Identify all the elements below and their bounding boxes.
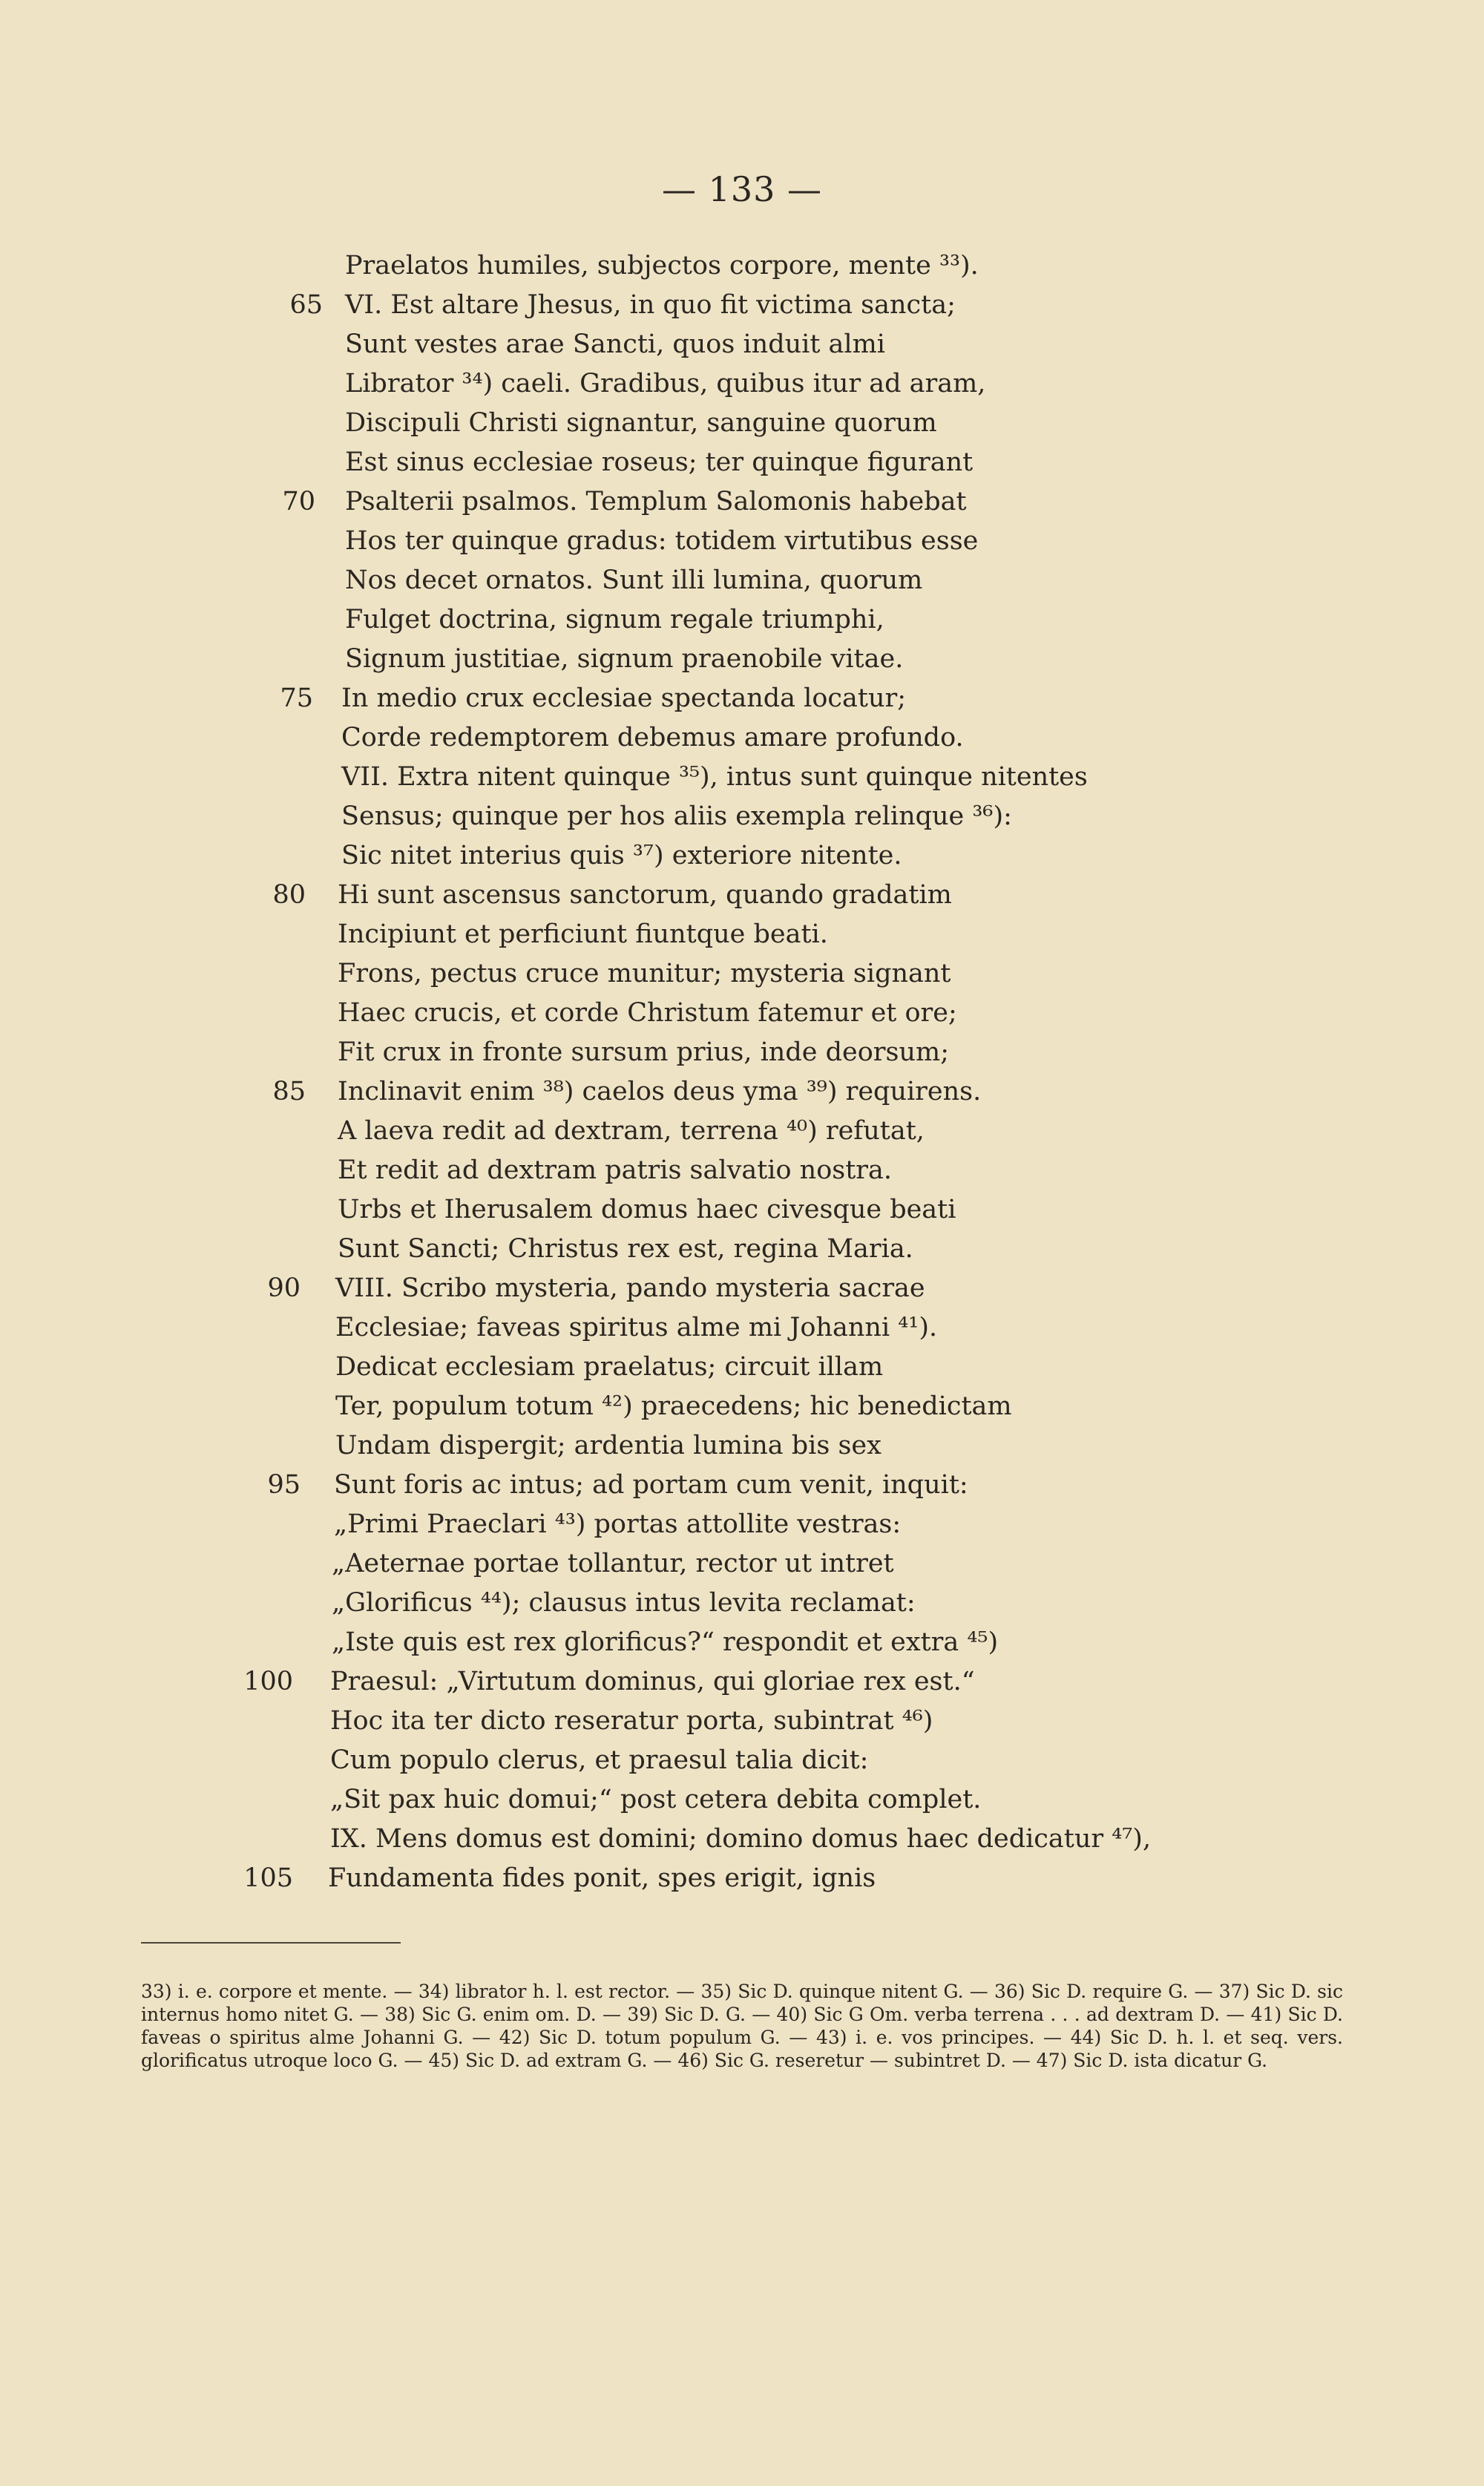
verse-line — [0, 1584, 1484, 1623]
verse-text: Psalterii psalmos. Templum Salomonis habebat — [345, 487, 967, 516]
line-number: 65 — [289, 290, 323, 320]
verse-line — [0, 286, 1484, 325]
footnote-separator — [141, 1942, 401, 1944]
verse-text: Ter, populum totum ⁴²) praecedens; hic benedictam — [335, 1391, 1012, 1421]
verse-line — [0, 1466, 1484, 1505]
line-number: 70 — [282, 487, 315, 516]
verse-line — [0, 1348, 1484, 1387]
verse-text: Inclinavit enim ³⁸) caelos deus yma ³⁹) requirens. — [338, 1077, 982, 1106]
verse-line — [0, 1741, 1484, 1780]
verse-text: Sunt vestes arae Sancti, quos induit almi — [345, 329, 885, 359]
verse-line — [0, 1112, 1484, 1151]
verse-text: IX. Mens domus est domini; domino domus haec dedicatur ⁴⁷), — [330, 1824, 1152, 1854]
verse-line — [0, 915, 1484, 954]
verse-line — [0, 1387, 1484, 1426]
line-number: 85 — [272, 1077, 306, 1106]
verse-text: Sunt Sancti; Christus rex est, regina Maria. — [338, 1234, 913, 1264]
verse-line — [0, 561, 1484, 600]
verse-line — [0, 1702, 1484, 1741]
verse-text: A laeva redit ad dextram, terrena ⁴⁰) refutat, — [338, 1116, 925, 1146]
footnotes — [141, 1980, 1343, 2072]
verse-text: Dedicat ecclesiam praelatus; circuit illam — [335, 1352, 884, 1382]
verse-block — [0, 246, 1484, 1898]
verse-text: Hos ter quinque gradus: totidem virtutibus esse — [345, 526, 979, 556]
verse-line — [0, 404, 1484, 443]
verse-line — [0, 718, 1484, 758]
verse-text: VIII. Scribo mysteria, pando mysteria sacrae — [335, 1273, 925, 1303]
footnote-text: 33) i. e. corpore et mente. — 34) librator h. l. est rector. — 35) Sic D. quinque nitent G. — 36) Sic D. require G. — 37) Sic D. sic internus homo nitet G. — 38) Sic G. enim om. D. — 39) Sic D. G. — 40) Sic G Om. verba terrena . . . ad dextram D. — 41) Sic D. faveas o spiritus alme Johanni G. — 42) Sic D. totum populum G. — 43) i. e. vos principes. — 44) Sic D. h. l. et seq. vers. glorificatus utroque loco G. — 45) Sic D. ad extram G. — 46) Sic G. reseretur — subintret D. — 47) Sic D. ista dicatur G. — [141, 1981, 1343, 2071]
verse-line — [0, 443, 1484, 482]
verse-text: Fit crux in fronte sursum prius, inde deorsum; — [338, 1037, 949, 1067]
verse-text: Praelatos humiles, subjectos corpore, mente ³³). — [345, 251, 979, 281]
verse-text: Est sinus ecclesiae roseus; ter quinque figurant — [345, 447, 974, 477]
verse-text: „Aeternae portae tollantur, rector ut intret — [332, 1549, 894, 1578]
verse-text: Haec crucis, et corde Christum fatemur et ore; — [338, 998, 957, 1028]
verse-line — [0, 1269, 1484, 1308]
verse-line — [0, 876, 1484, 915]
verse-line — [0, 640, 1484, 679]
verse-text: Hoc ita ter dicto reseratur porta, subintrat ⁴⁶) — [330, 1706, 933, 1736]
verse-line — [0, 1072, 1484, 1112]
verse-line — [0, 994, 1484, 1033]
verse-text: Hi sunt ascensus sanctorum, quando gradatim — [338, 880, 952, 910]
verse-line — [0, 1505, 1484, 1544]
verse-line — [0, 600, 1484, 640]
line-number: 90 — [267, 1273, 301, 1303]
line-number: 95 — [267, 1470, 301, 1500]
verse-line — [0, 954, 1484, 994]
verse-text: Praesul: „Virtutum dominus, qui gloriae rex est.“ — [330, 1667, 975, 1696]
verse-text: Sunt foris ac intus; ad portam cum venit, inquit: — [334, 1470, 968, 1500]
verse-text: Discipuli Christi signantur, sanguine quorum — [345, 408, 937, 438]
verse-text: Librator ³⁴) caeli. Gradibus, quibus itur ad aram, — [345, 369, 986, 399]
verse-line — [0, 482, 1484, 522]
verse-line — [0, 1820, 1484, 1859]
verse-text: VII. Extra nitent quinque ³⁵), intus sunt quinque nitentes — [341, 762, 1088, 792]
verse-text: In medio crux ecclesiae spectanda locatur; — [341, 683, 907, 713]
verse-text: Urbs et Iherusalem domus haec civesque beati — [338, 1195, 956, 1224]
verse-text: Cum populo clerus, et praesul talia dicit: — [330, 1745, 869, 1775]
verse-text: Corde redemptorem debemus amare profundo. — [341, 723, 964, 752]
verse-line — [0, 679, 1484, 718]
verse-line — [0, 1151, 1484, 1190]
verse-line — [0, 1308, 1484, 1348]
verse-line — [0, 1859, 1484, 1898]
verse-line — [0, 1780, 1484, 1820]
line-number: 75 — [280, 683, 313, 713]
verse-text: „Primi Praeclari ⁴³) portas attollite vestras: — [334, 1509, 902, 1539]
verse-line — [0, 836, 1484, 876]
verse-text: Signum justitiae, signum praenobile vitae. — [345, 644, 904, 674]
verse-line — [0, 758, 1484, 797]
line-number: 100 — [243, 1667, 293, 1696]
verse-text: Ecclesiae; faveas spiritus alme mi Johanni ⁴¹). — [335, 1313, 938, 1342]
line-number: 105 — [243, 1863, 293, 1893]
verse-text: Frons, pectus cruce munitur; mysteria signant — [338, 959, 951, 988]
verse-text: „Sit pax huic domui;“ post cetera debita complet. — [330, 1785, 982, 1814]
verse-text: Et redit ad dextram patris salvatio nostra. — [338, 1155, 893, 1185]
verse-text: Undam dispergit; ardentia lumina bis sex — [335, 1431, 881, 1460]
verse-line — [0, 325, 1484, 364]
verse-line — [0, 1662, 1484, 1702]
verse-line — [0, 1623, 1484, 1662]
verse-line — [0, 797, 1484, 836]
verse-line — [0, 246, 1484, 286]
verse-text: Incipiunt et perficiunt fiuntque beati. — [338, 919, 828, 949]
verse-line — [0, 522, 1484, 561]
verse-line — [0, 1230, 1484, 1269]
verse-text: „Glorificus ⁴⁴); clausus intus levita reclamat: — [332, 1588, 916, 1618]
verse-text: Sensus; quinque per hos aliis exempla relinque ³⁶): — [341, 801, 1012, 831]
verse-line — [0, 364, 1484, 404]
verse-text: VI. Est altare Jhesus, in quo fit victima sancta; — [345, 290, 956, 320]
verse-line — [0, 1190, 1484, 1230]
page-number: — 133 — — [661, 169, 823, 209]
verse-line — [0, 1426, 1484, 1466]
verse-line — [0, 1544, 1484, 1584]
verse-text: Fundamenta fides ponit, spes erigit, ignis — [328, 1863, 876, 1893]
verse-text: Nos decet ornatos. Sunt illi lumina, quorum — [345, 565, 923, 595]
line-number: 80 — [272, 880, 306, 910]
verse-line — [0, 1033, 1484, 1072]
verse-text: Sic nitet interius quis ³⁷) exteriore nitente. — [341, 841, 902, 870]
verse-text: Fulget doctrina, signum regale triumphi, — [345, 605, 884, 634]
verse-text: „Iste quis est rex glorificus?“ respondit et extra ⁴⁵) — [332, 1627, 999, 1657]
